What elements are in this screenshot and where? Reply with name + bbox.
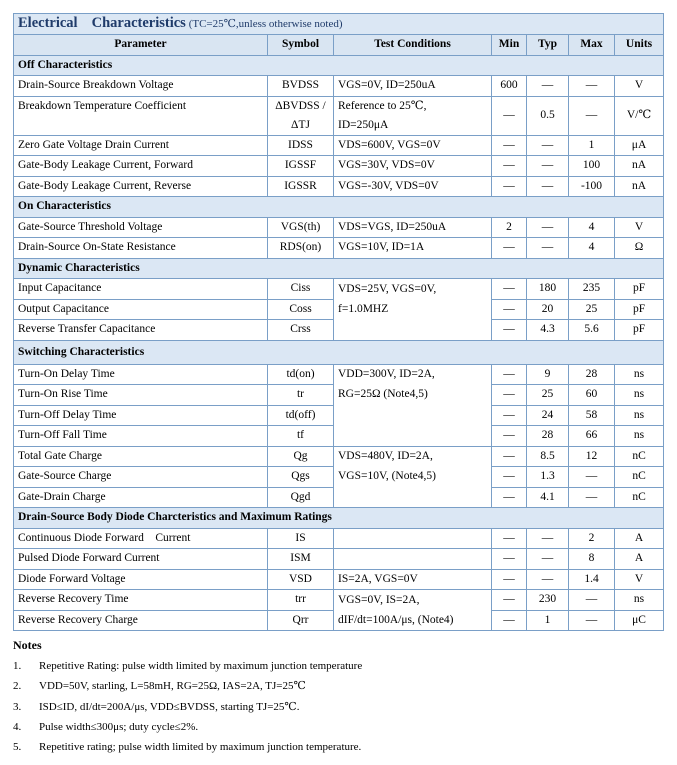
condition-cell: VDS=600V, VGS=0V bbox=[334, 135, 492, 156]
unit-cell: ns bbox=[615, 385, 664, 406]
table-row bbox=[14, 96, 664, 135]
note-text: VDD=50V, starling, L=58mH, RG=25Ω, IAS=2A, TJ=25℃ bbox=[39, 680, 306, 693]
symbol-cell: BVDSS bbox=[268, 76, 334, 97]
note-text: Repetitive Rating: pulse width limited by maximum junction temperature bbox=[39, 660, 363, 672]
note-number: 1. bbox=[13, 660, 22, 672]
table-row bbox=[14, 364, 664, 385]
section-row bbox=[14, 340, 664, 364]
typ-cell: 4.1 bbox=[527, 487, 569, 508]
max-cell: — bbox=[569, 76, 615, 97]
unit-cell: nC bbox=[615, 487, 664, 508]
typ-cell: — bbox=[527, 238, 569, 259]
table-row bbox=[14, 299, 664, 320]
header-min: Min bbox=[492, 35, 527, 56]
unit-cell: V bbox=[615, 569, 664, 590]
max-cell: 235 bbox=[569, 279, 615, 300]
max-cell: 25 bbox=[569, 299, 615, 320]
condition-cell bbox=[334, 487, 492, 508]
param-cell: Continuous Diode Forward Current bbox=[14, 528, 268, 549]
typ-cell: 230 bbox=[527, 590, 569, 611]
min-cell: — bbox=[492, 446, 527, 467]
typ-cell: — bbox=[527, 569, 569, 590]
min-cell: — bbox=[492, 590, 527, 611]
symbol-cell: RDS(on) bbox=[268, 238, 334, 259]
note-item bbox=[13, 676, 663, 696]
min-cell: 2 bbox=[492, 217, 527, 238]
unit-cell: μA bbox=[615, 135, 664, 156]
min-cell: — bbox=[492, 176, 527, 197]
note-number: 5. bbox=[13, 741, 22, 754]
condition-cell: VDS=25V, VGS=0V, bbox=[334, 279, 492, 300]
typ-cell: 180 bbox=[527, 279, 569, 300]
condition-cell: VGS=10V, (Note4,5) bbox=[334, 467, 492, 488]
condition-cell: VGS=10V, ID=1A bbox=[334, 238, 492, 259]
typ-cell: 28 bbox=[527, 426, 569, 447]
condition-cell bbox=[334, 320, 492, 341]
section-switching: Switching Characteristics bbox=[14, 340, 664, 364]
condition-cell bbox=[334, 528, 492, 549]
section-on: On Characteristics bbox=[14, 197, 664, 218]
max-cell: 12 bbox=[569, 446, 615, 467]
typ-cell: 9 bbox=[527, 364, 569, 385]
table-title-row bbox=[14, 14, 664, 35]
unit-cell: μC bbox=[615, 610, 664, 631]
max-cell: 4 bbox=[569, 238, 615, 259]
condition-cell: dIF/dt=100A/μs, (Note4) bbox=[334, 610, 492, 631]
condition-cell: VGS=0V, ID=250uA bbox=[334, 76, 492, 97]
note-item bbox=[13, 697, 663, 717]
symbol-cell: Crss bbox=[268, 320, 334, 341]
header-test-conditions: Test Conditions bbox=[334, 35, 492, 56]
condition-cell bbox=[334, 405, 492, 426]
note-item bbox=[13, 717, 663, 737]
note-number: 3. bbox=[13, 700, 22, 713]
max-cell: 1 bbox=[569, 135, 615, 156]
param-cell: Breakdown Temperature Coefficient bbox=[14, 96, 268, 135]
symbol-cell: Qg bbox=[268, 446, 334, 467]
param-cell: Gate-Body Leakage Current, Forward bbox=[14, 156, 268, 177]
symbol-cell: Qgd bbox=[268, 487, 334, 508]
max-cell: — bbox=[569, 487, 615, 508]
condition-line: Reference to 25℃, bbox=[338, 99, 427, 112]
unit-cell: A bbox=[615, 528, 664, 549]
param-cell: Zero Gate Voltage Drain Current bbox=[14, 135, 268, 156]
min-cell: — bbox=[492, 299, 527, 320]
note-number: 2. bbox=[13, 680, 22, 693]
notes-section bbox=[13, 638, 663, 757]
unit-cell: ns bbox=[615, 426, 664, 447]
table-row bbox=[14, 405, 664, 426]
max-cell: 66 bbox=[569, 426, 615, 447]
column-header-row bbox=[14, 35, 664, 56]
header-symbol: Symbol bbox=[268, 35, 334, 56]
table-row bbox=[14, 487, 664, 508]
symbol-cell: IGSSF bbox=[268, 156, 334, 177]
param-cell: Gate-Body Leakage Current, Reverse bbox=[14, 176, 268, 197]
table-row bbox=[14, 549, 664, 570]
unit-cell: nA bbox=[615, 176, 664, 197]
typ-cell: 24 bbox=[527, 405, 569, 426]
table-title bbox=[14, 14, 664, 35]
title-word-electrical: Electrical bbox=[18, 15, 78, 31]
symbol-cell: IDSS bbox=[268, 135, 334, 156]
param-cell: Reverse Recovery Charge bbox=[14, 610, 268, 631]
condition-cell: RG=25Ω (Note4,5) bbox=[334, 385, 492, 406]
unit-cell: pF bbox=[615, 299, 664, 320]
min-cell: — bbox=[492, 364, 527, 385]
symbol-cell: tr bbox=[268, 385, 334, 406]
min-cell: — bbox=[492, 569, 527, 590]
unit-cell: nC bbox=[615, 446, 664, 467]
table-row bbox=[14, 610, 664, 631]
table-row bbox=[14, 76, 664, 97]
min-cell: — bbox=[492, 156, 527, 177]
min-cell: — bbox=[492, 135, 527, 156]
max-cell: 60 bbox=[569, 385, 615, 406]
unit-cell: nC bbox=[615, 467, 664, 488]
symbol-cell: Qrr bbox=[268, 610, 334, 631]
typ-cell: 1.3 bbox=[527, 467, 569, 488]
max-cell: — bbox=[569, 467, 615, 488]
min-cell: — bbox=[492, 467, 527, 488]
unit-cell: nA bbox=[615, 156, 664, 177]
note-item bbox=[13, 656, 663, 676]
unit-cell: V bbox=[615, 217, 664, 238]
typ-cell: 25 bbox=[527, 385, 569, 406]
typ-cell: — bbox=[527, 156, 569, 177]
typ-cell: 8.5 bbox=[527, 446, 569, 467]
condition-cell: VDS=480V, ID=2A, bbox=[334, 446, 492, 467]
typ-cell: — bbox=[527, 549, 569, 570]
param-cell: Gate-Source Threshold Voltage bbox=[14, 217, 268, 238]
table-row bbox=[14, 135, 664, 156]
max-cell: 58 bbox=[569, 405, 615, 426]
typ-cell: — bbox=[527, 528, 569, 549]
param-cell: Pulsed Diode Forward Current bbox=[14, 549, 268, 570]
max-cell: 2 bbox=[569, 528, 615, 549]
symbol-cell: td(off) bbox=[268, 405, 334, 426]
table-row bbox=[14, 217, 664, 238]
min-cell: — bbox=[492, 320, 527, 341]
param-cell: Turn-Off Delay Time bbox=[14, 405, 268, 426]
note-text: Pulse width≤300μs; duty cycle≤2%. bbox=[39, 720, 199, 733]
table-row bbox=[14, 569, 664, 590]
param-cell: Diode Forward Voltage bbox=[14, 569, 268, 590]
table-row bbox=[14, 279, 664, 300]
note-number: 4. bbox=[13, 720, 22, 733]
unit-cell: ns bbox=[615, 364, 664, 385]
condition-cell: VGS=-30V, VDS=0V bbox=[334, 176, 492, 197]
param-cell: Gate-Source Charge bbox=[14, 467, 268, 488]
unit-cell: pF bbox=[615, 279, 664, 300]
max-cell: 100 bbox=[569, 156, 615, 177]
param-cell: Drain-Source Breakdown Voltage bbox=[14, 76, 268, 97]
table-row bbox=[14, 385, 664, 406]
section-dynamic: Dynamic Characteristics bbox=[14, 258, 664, 279]
min-cell: — bbox=[492, 405, 527, 426]
max-cell: — bbox=[569, 96, 615, 135]
symbol-cell: VSD bbox=[268, 569, 334, 590]
max-cell: -100 bbox=[569, 176, 615, 197]
unit-cell: ns bbox=[615, 405, 664, 426]
section-off: Off Characteristics bbox=[14, 55, 664, 76]
min-cell: — bbox=[492, 96, 527, 135]
table-row bbox=[14, 176, 664, 197]
note-text: ISD≤ID, dI/dt=200A/μs, VDD≤BVDSS, starting TJ=25℃. bbox=[39, 700, 300, 713]
header-max: Max bbox=[569, 35, 615, 56]
symbol-cell: IGSSR bbox=[268, 176, 334, 197]
param-cell: Gate-Drain Charge bbox=[14, 487, 268, 508]
symbol-cell: ISM bbox=[268, 549, 334, 570]
symbol-cell: tf bbox=[268, 426, 334, 447]
param-cell: Total Gate Charge bbox=[14, 446, 268, 467]
condition-cell bbox=[334, 549, 492, 570]
typ-cell: 1 bbox=[527, 610, 569, 631]
section-row bbox=[14, 197, 664, 218]
unit-cell: pF bbox=[615, 320, 664, 341]
symbol-cell: VGS(th) bbox=[268, 217, 334, 238]
param-cell: Output Capacitance bbox=[14, 299, 268, 320]
max-cell: 8 bbox=[569, 549, 615, 570]
table-row bbox=[14, 528, 664, 549]
typ-cell: 20 bbox=[527, 299, 569, 320]
condition-cell: VGS=30V, VDS=0V bbox=[334, 156, 492, 177]
title-word-characteristics: Characteristics bbox=[91, 15, 186, 31]
typ-cell: 4.3 bbox=[527, 320, 569, 341]
unit-cell: A bbox=[615, 549, 664, 570]
unit-cell: ns bbox=[615, 590, 664, 611]
param-cell: Drain-Source On-State Resistance bbox=[14, 238, 268, 259]
condition-cell: IS=2A, VGS=0V bbox=[334, 569, 492, 590]
min-cell: — bbox=[492, 610, 527, 631]
typ-cell: — bbox=[527, 176, 569, 197]
max-cell: — bbox=[569, 610, 615, 631]
condition-cell: VGS=0V, IS=2A, bbox=[334, 590, 492, 611]
min-cell: — bbox=[492, 238, 527, 259]
table-row bbox=[14, 467, 664, 488]
min-cell: — bbox=[492, 385, 527, 406]
param-cell: Reverse Transfer Capacitance bbox=[14, 320, 268, 341]
unit-cell: Ω bbox=[615, 238, 664, 259]
param-cell: Turn-On Rise Time bbox=[14, 385, 268, 406]
symbol-cell: Coss bbox=[268, 299, 334, 320]
min-cell: — bbox=[492, 528, 527, 549]
min-cell: — bbox=[492, 426, 527, 447]
condition-cell bbox=[334, 96, 492, 135]
typ-cell: — bbox=[527, 217, 569, 238]
condition-cell: f=1.0MHZ bbox=[334, 299, 492, 320]
max-cell: 1.4 bbox=[569, 569, 615, 590]
typ-cell: — bbox=[527, 76, 569, 97]
max-cell: 28 bbox=[569, 364, 615, 385]
table-row bbox=[14, 590, 664, 611]
table-row bbox=[14, 156, 664, 177]
symbol-cell: td(on) bbox=[268, 364, 334, 385]
table-row bbox=[14, 320, 664, 341]
electrical-characteristics-table bbox=[13, 13, 664, 631]
condition-cell bbox=[334, 426, 492, 447]
param-cell: Input Capacitance bbox=[14, 279, 268, 300]
section-row bbox=[14, 55, 664, 76]
symbol-cell: Qgs bbox=[268, 467, 334, 488]
max-cell: 5.6 bbox=[569, 320, 615, 341]
title-condition: (TC=25℃,unless otherwise noted) bbox=[188, 18, 343, 30]
table-row bbox=[14, 238, 664, 259]
section-row bbox=[14, 508, 664, 529]
param-cell: Reverse Recovery Time bbox=[14, 590, 268, 611]
min-cell: — bbox=[492, 549, 527, 570]
unit-cell: V bbox=[615, 76, 664, 97]
section-diode: Drain-Source Body Diode Charcteristics and Maximum Ratings bbox=[14, 508, 664, 529]
symbol-cell: trr bbox=[268, 590, 334, 611]
max-cell: 4 bbox=[569, 217, 615, 238]
min-cell: — bbox=[492, 487, 527, 508]
table-row bbox=[14, 446, 664, 467]
symbol-cell: IS bbox=[268, 528, 334, 549]
condition-cell: VDS=VGS, ID=250uA bbox=[334, 217, 492, 238]
header-typ: Typ bbox=[527, 35, 569, 56]
section-row bbox=[14, 258, 664, 279]
notes-title: Notes bbox=[13, 638, 42, 652]
note-text: Repetitive rating; pulse width limited by maximum junction temperature. bbox=[39, 741, 362, 754]
param-cell: Turn-Off Fall Time bbox=[14, 426, 268, 447]
table-row bbox=[14, 426, 664, 447]
header-parameter: Parameter bbox=[14, 35, 268, 56]
typ-cell: — bbox=[527, 135, 569, 156]
typ-cell: 0.5 bbox=[527, 96, 569, 135]
note-item bbox=[13, 737, 663, 757]
symbol-cell: ΔBVDSS /ΔTJ bbox=[268, 96, 334, 135]
condition-line: ID=250μA bbox=[338, 118, 389, 131]
condition-cell: VDD=300V, ID=2A, bbox=[334, 364, 492, 385]
min-cell: 600 bbox=[492, 76, 527, 97]
param-cell: Turn-On Delay Time bbox=[14, 364, 268, 385]
max-cell: — bbox=[569, 590, 615, 611]
min-cell: — bbox=[492, 279, 527, 300]
unit-cell: V/℃ bbox=[615, 96, 664, 135]
header-units: Units bbox=[615, 35, 664, 56]
symbol-cell: Ciss bbox=[268, 279, 334, 300]
